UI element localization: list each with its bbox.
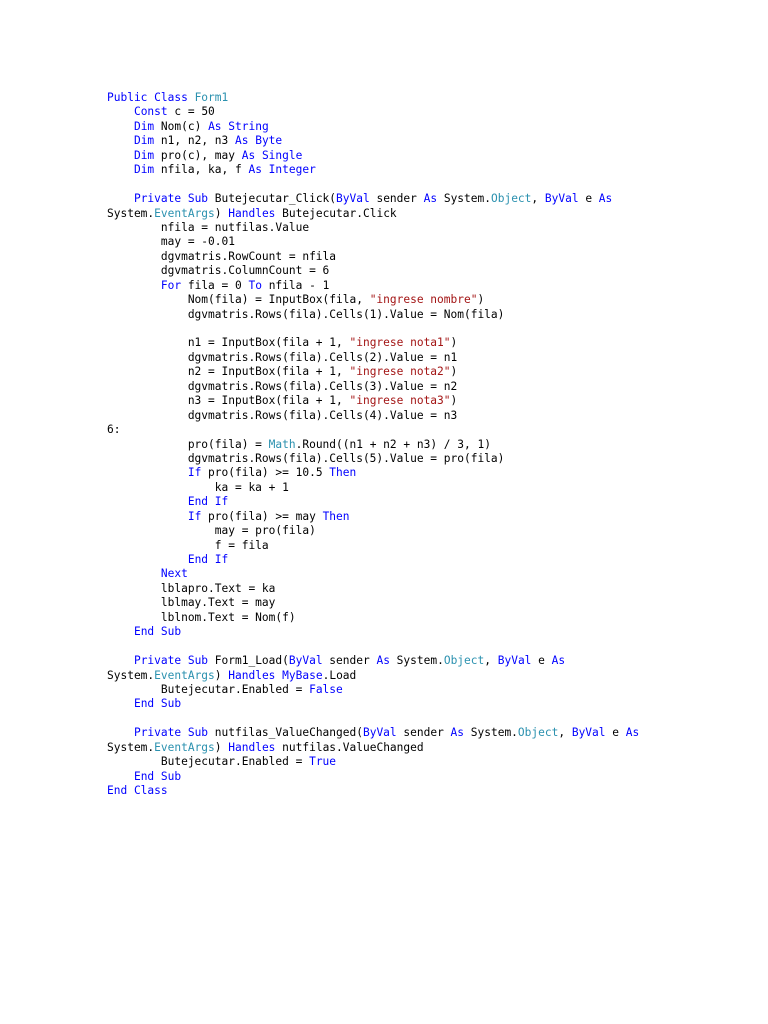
code-text: ka = ka + 1 <box>107 480 289 494</box>
code-text: .Round((n1 + n2 + n3) / 3, 1) <box>295 437 491 451</box>
code-line <box>107 784 747 798</box>
code-line <box>107 250 747 264</box>
code-keyword: As Single <box>241 148 303 162</box>
code-text: lblmay.Text = may <box>107 596 276 610</box>
code-keyword: To <box>248 278 262 292</box>
code-text <box>107 625 134 638</box>
code-keyword: Handles <box>228 206 276 220</box>
code-text: dgvmatris.Rows(fila).Cells(2).Value = n1 <box>107 350 458 364</box>
code-text: nfila = nutfilas.Value <box>107 220 310 234</box>
code-text: dgvmatris.RowCount = nfila <box>107 249 337 263</box>
code-text <box>107 726 134 739</box>
code-keyword: As <box>376 654 390 668</box>
code-line <box>107 221 747 235</box>
code-keyword: Private Sub <box>133 192 209 206</box>
code-line <box>107 351 747 365</box>
code-text: n1 = InputBox(fila + 1, <box>107 336 350 350</box>
code-text: Butejecutar.Enabled = <box>107 682 310 696</box>
code-text: pro(c), may <box>154 148 242 162</box>
code-keyword: ByVal <box>497 654 532 668</box>
code-line <box>107 105 747 119</box>
code-type-name: Object <box>443 654 485 668</box>
code-text: f = fila <box>107 538 269 552</box>
code-text: nutfilas_ValueChanged( <box>208 726 363 740</box>
code-keyword: If <box>187 466 202 480</box>
code-text: Form1_Load( <box>208 654 289 668</box>
code-line <box>107 466 747 480</box>
code-keyword: Dim <box>133 134 155 148</box>
code-keyword: As Byte <box>235 134 283 148</box>
code-keyword: End If <box>187 553 229 566</box>
code-line <box>107 192 747 206</box>
code-line <box>0 207 747 221</box>
code-text: sender <box>322 654 377 668</box>
code-text <box>107 553 188 566</box>
code-line <box>107 235 747 249</box>
code-text <box>107 495 188 508</box>
code-line <box>107 654 747 668</box>
code-line <box>107 336 747 350</box>
code-type-name: Object <box>490 192 532 206</box>
code-line <box>107 365 747 379</box>
code-text: nfila - 1 <box>261 278 330 292</box>
code-text <box>107 134 134 147</box>
code-text: System. <box>389 654 444 668</box>
code-text: pro(fila) >= 10.5 <box>201 466 330 480</box>
code-text: pro(fila) = <box>107 437 269 451</box>
code-line <box>107 770 747 784</box>
code-listing <box>107 91 747 798</box>
code-type-name: Math <box>268 437 296 451</box>
code-text: , <box>558 726 572 740</box>
code-text: dgvmatris.Rows(fila).Cells(3).Value = n2 <box>107 379 458 393</box>
code-text: dgvmatris.Rows(fila).Cells(5).Value = pro(fila) <box>107 451 505 465</box>
code-line <box>107 163 747 177</box>
code-text <box>107 120 134 133</box>
code-type-name: EventArgs <box>154 668 215 682</box>
code-line <box>107 134 747 148</box>
code-text: Nom(c) <box>154 119 209 133</box>
code-line <box>107 553 747 567</box>
code-line <box>107 178 747 192</box>
code-keyword: As Integer <box>248 163 316 177</box>
code-line <box>107 596 747 610</box>
code-text: sender <box>396 726 451 740</box>
code-text <box>107 510 188 523</box>
code-keyword: Dim <box>133 148 155 162</box>
code-text: dgvmatris.Rows(fila).Cells(1).Value = Nom(fila) <box>107 307 505 321</box>
code-text: dgvmatris.ColumnCount = 6 <box>107 264 330 278</box>
code-keyword: For <box>160 278 182 292</box>
code-keyword: Next <box>160 567 188 581</box>
code-text: sender <box>369 192 424 206</box>
code-keyword: ByVal <box>288 654 323 668</box>
code-keyword: Handles <box>228 740 276 754</box>
code-text: .Load <box>322 668 357 682</box>
code-line <box>107 91 747 105</box>
code-keyword: As String <box>208 119 269 133</box>
code-text: fila = 0 <box>181 278 249 292</box>
code-text: c = 50 <box>167 105 215 119</box>
code-text: System. <box>464 726 518 740</box>
code-text: may = pro(fila) <box>107 524 316 538</box>
code-line <box>107 438 747 452</box>
code-text: ) <box>450 336 458 350</box>
code-line <box>107 524 747 538</box>
code-text: System. <box>107 668 155 682</box>
code-keyword: End If <box>187 495 229 509</box>
code-line <box>107 755 747 769</box>
code-line <box>107 726 747 740</box>
code-text: System. <box>437 192 491 206</box>
code-line <box>0 741 747 755</box>
code-text: dgvmatris.Rows(fila).Cells(4).Value = n3 <box>107 408 458 422</box>
code-text: ) <box>214 206 229 220</box>
code-text: may = -0.01 <box>107 235 235 249</box>
code-text: ) <box>450 394 458 408</box>
code-line <box>107 582 747 596</box>
code-line <box>107 495 747 509</box>
code-string: "ingrese nombre" <box>369 293 478 307</box>
code-keyword: If <box>187 509 202 523</box>
code-keyword: False <box>309 682 343 696</box>
code-keyword: ByVal <box>544 192 579 206</box>
code-text: , <box>484 654 498 668</box>
code-text: nutfilas.ValueChanged <box>275 740 424 754</box>
code-line <box>107 293 747 307</box>
code-line <box>107 510 747 524</box>
code-keyword: End Sub <box>133 769 182 783</box>
code-line <box>107 308 747 322</box>
code-text <box>107 163 134 176</box>
code-keyword: As <box>423 192 438 206</box>
code-text <box>107 770 134 783</box>
code-line <box>107 120 747 134</box>
code-keyword: As <box>450 726 465 740</box>
code-keyword: MyBase <box>282 668 323 682</box>
code-line <box>107 611 747 625</box>
code-text <box>107 697 134 710</box>
code-type-name: Object <box>517 726 559 740</box>
code-text: ) <box>477 293 485 307</box>
code-text: ) <box>214 668 229 682</box>
code-string: "ingrese nota3" <box>349 394 451 408</box>
code-keyword: As <box>598 192 613 206</box>
code-keyword: Handles <box>228 668 276 682</box>
code-text: Butejecutar.Enabled = <box>107 755 310 769</box>
code-keyword: ByVal <box>571 726 606 740</box>
code-text: , <box>531 192 545 206</box>
code-keyword: End Sub <box>133 697 182 711</box>
code-text: Butejecutar_Click( <box>208 192 337 206</box>
code-text: lblnom.Text = Nom(f) <box>107 610 296 624</box>
code-line <box>107 567 747 581</box>
code-line <box>107 149 747 163</box>
code-text: Butejecutar.Click <box>275 206 397 220</box>
code-line <box>107 640 747 654</box>
code-keyword: Dim <box>133 163 155 177</box>
code-keyword: Public Class <box>107 91 195 104</box>
code-text: pro(fila) >= may <box>201 509 323 523</box>
code-text <box>107 192 134 205</box>
code-keyword: As <box>625 726 640 740</box>
code-text <box>107 654 134 667</box>
code-type-name: EventArgs <box>154 206 215 220</box>
code-text <box>107 279 161 292</box>
code-line <box>107 264 747 278</box>
code-text: System. <box>107 740 155 754</box>
code-string: "ingrese nota1" <box>349 336 451 350</box>
code-text: n1, n2, n3 <box>154 134 235 148</box>
code-line <box>107 481 747 495</box>
code-line <box>107 697 747 711</box>
code-line <box>107 380 747 394</box>
code-line <box>107 712 747 726</box>
code-text <box>107 466 188 479</box>
code-string: "ingrese nota2" <box>349 365 451 379</box>
code-text: e <box>605 726 626 740</box>
code-line <box>0 423 747 437</box>
code-text: n2 = InputBox(fila + 1, <box>107 365 350 379</box>
code-text: nfila, ka, f <box>154 163 249 177</box>
code-text <box>107 105 134 118</box>
code-line <box>107 279 747 293</box>
code-text: e <box>531 654 552 668</box>
code-keyword: As <box>551 654 566 668</box>
code-keyword: Then <box>329 466 357 480</box>
code-type-name: Form1 <box>194 91 229 104</box>
code-line <box>107 394 747 408</box>
code-line <box>107 452 747 466</box>
code-keyword: Private Sub <box>133 654 209 668</box>
code-keyword: ByVal <box>336 192 370 206</box>
code-text: ) <box>214 740 229 754</box>
code-line <box>107 683 747 697</box>
code-text: System. <box>107 206 155 220</box>
code-keyword: Private Sub <box>133 726 209 740</box>
code-type-name: EventArgs <box>154 740 215 754</box>
code-text: n3 = InputBox(fila + 1, <box>107 394 350 408</box>
code-text: ) <box>450 365 458 379</box>
code-line <box>107 625 747 639</box>
code-keyword: Const <box>133 105 168 119</box>
code-keyword: End Sub <box>133 625 182 639</box>
code-line <box>107 539 747 553</box>
code-keyword: Dim <box>133 119 155 133</box>
code-keyword: ByVal <box>362 726 397 740</box>
code-text: e <box>578 192 599 206</box>
code-text <box>107 149 134 162</box>
code-keyword: Then <box>322 509 350 523</box>
code-text: Nom(fila) = InputBox(fila, <box>107 293 370 307</box>
code-line <box>107 322 747 336</box>
code-line <box>107 409 747 423</box>
code-text: lblapro.Text = ka <box>107 581 276 595</box>
code-text: 6: <box>107 423 121 437</box>
code-keyword: True <box>309 755 337 769</box>
code-keyword: End Class <box>107 784 168 797</box>
code-line <box>0 669 747 683</box>
code-text <box>107 567 161 580</box>
